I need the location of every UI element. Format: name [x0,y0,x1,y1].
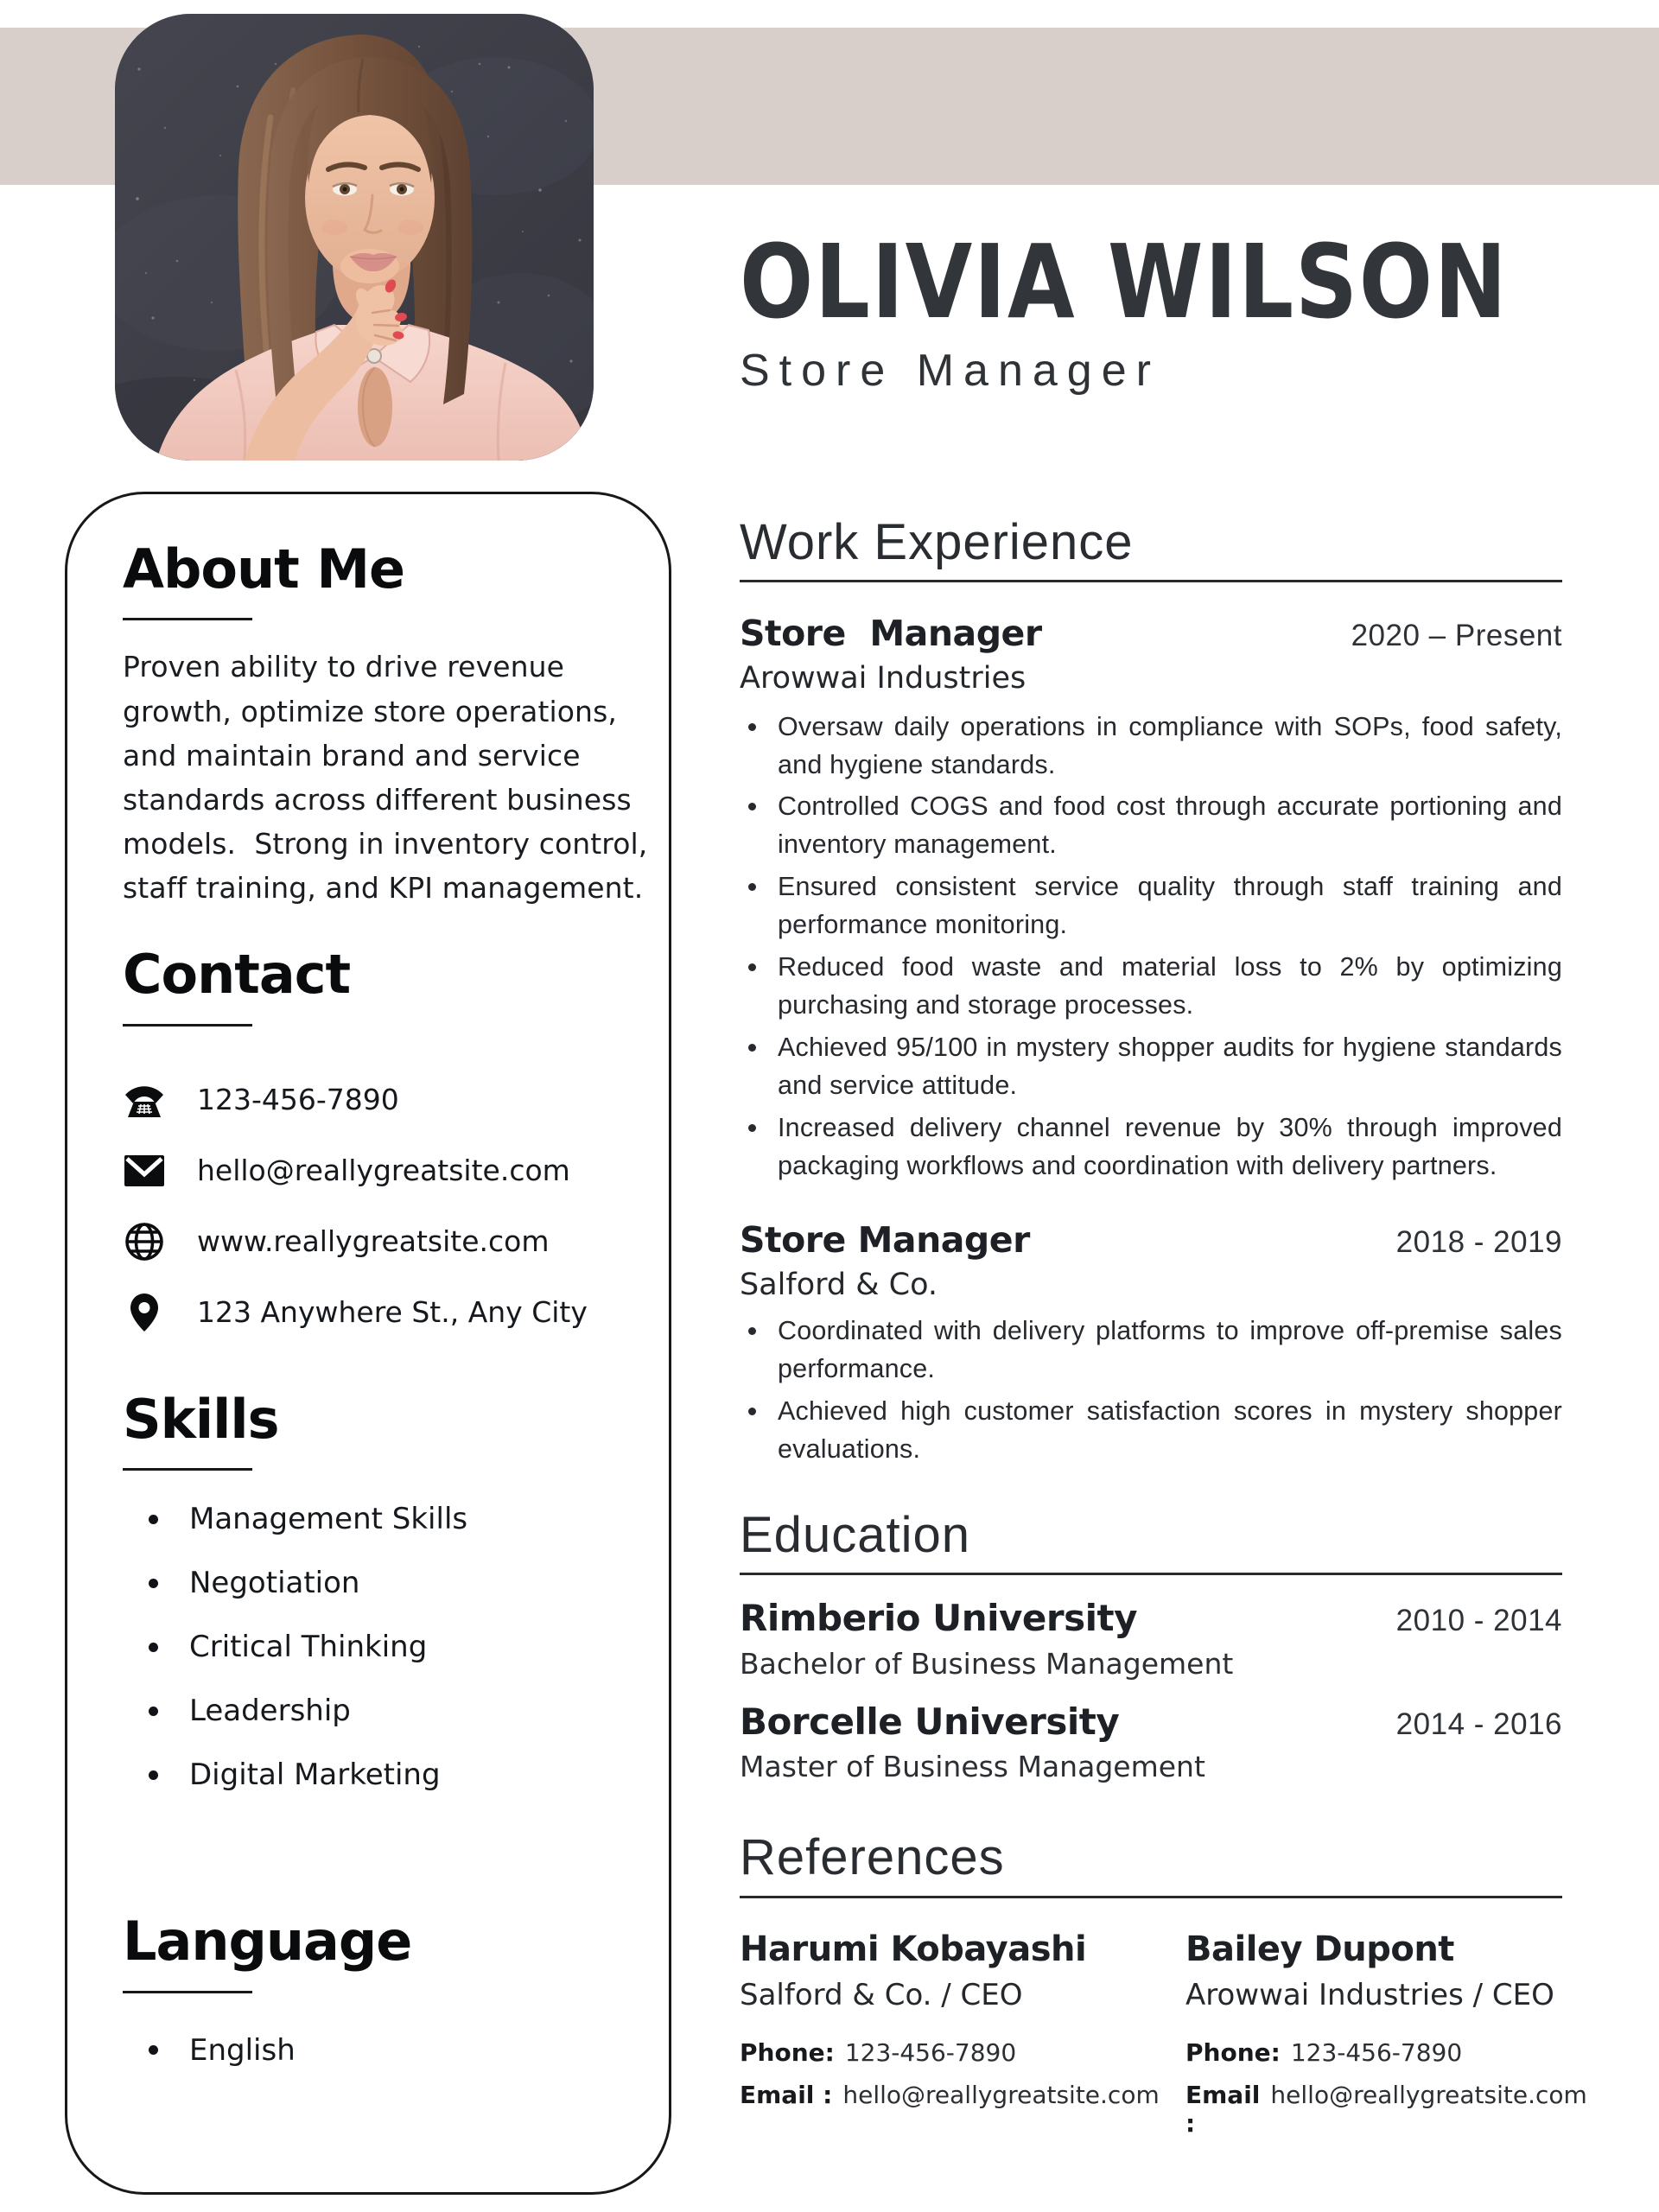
education-entry-header [740,1598,1562,1639]
phone-label: Phone: [740,2038,835,2068]
phone-value: 123-456-7890 [844,2038,1017,2068]
contact-item-phone [123,1078,648,1122]
language-item [123,2031,648,2069]
bullet-text: Oversaw daily operations in compliance with SOPs, food safety, and hygiene standards. [778,711,1562,779]
contact-phone-text: 123-456-7890 [197,1083,399,1117]
mail-icon [123,1149,166,1192]
school-name: Rimberio University [740,1597,1137,1640]
email-value: hello@reallygreatsite.com [842,2081,1160,2110]
reference-name: Harumi Kobayashi [740,1929,1087,1969]
reference-phone-line [740,2038,1185,2067]
job-bullet [740,788,1562,864]
school-name: Borcelle University [740,1700,1120,1744]
job-company: Arowwai Industries [740,661,1027,696]
contact-divider [123,1024,252,1027]
skill-item [123,1628,648,1666]
job-header [740,613,1562,654]
work-experience-divider [740,580,1562,582]
reference-card [1185,1929,1587,2139]
skills-heading: Skills [123,1387,279,1451]
phone-label: Phone: [1185,2038,1281,2068]
phone-value: 123-456-7890 [1290,2038,1463,2068]
contact-email-text: hello@reallygreatsite.com [197,1154,570,1188]
bullet-dot [149,1515,158,1524]
bullet-dot [149,1579,158,1588]
reference-role: Arowwai Industries / CEO [1185,1977,1554,2012]
bullet-dot [740,1393,778,1469]
job-bullet [740,1029,1562,1105]
contact-list [123,1078,648,1334]
contact-heading: Contact [123,943,351,1007]
skill-item [123,1692,648,1730]
language-text: English [189,2032,296,2068]
reference-phone-line [1185,2038,1587,2067]
references-section [740,1828,1587,2139]
references-divider [740,1896,1562,1898]
contact-item-email [123,1149,648,1192]
education-section [740,1507,1562,1784]
skills-divider [123,1468,252,1471]
profile-photo [115,14,594,461]
skill-text: Critical Thinking [189,1630,428,1665]
person-name: OLIVIA WILSON [740,222,1509,341]
work-experience-section [740,514,1562,1469]
bullet-dot [740,1029,778,1105]
bullet-dot [149,1707,158,1716]
bullet-dot [740,949,778,1025]
job-bullet-list [740,1313,1562,1469]
bullet-dot [740,709,778,785]
about-divider [123,618,252,620]
bullet-dot [149,1643,158,1652]
about-text: Proven ability to drive revenue growth, optimize store operations, and maintain brand and service standards across different business models. Strong in inventory control, staff training, and KPI management. [123,650,657,906]
skill-item [123,1756,648,1794]
profile-photo-illustration [115,14,594,461]
bullet-dot [740,788,778,864]
job-bullet-list [740,709,1562,1185]
contact-item-website [123,1220,648,1263]
job-title: Store Manager [740,1218,1030,1261]
bullet-dot [740,1313,778,1389]
skill-item [123,1500,648,1538]
bullet-text: Ensured consistent service quality through staff training and performance monitoring. [778,872,1562,940]
bullet-text: Achieved high customer satisfaction scores in mystery shopper evaluations. [778,1395,1562,1464]
location-icon [123,1291,166,1334]
skill-text: Negotiation [189,1566,360,1601]
school-degree: Master of Business Management [740,1750,1205,1784]
education-divider [740,1573,1562,1575]
job-header [740,1220,1562,1261]
work-experience-heading: Work Experience [740,513,1134,570]
language-heading: Language [123,1910,412,1974]
bullet-text: Controlled COGS and food cost through accurate portioning and inventory management. [778,791,1562,860]
sidebar-box [65,492,671,2195]
reference-name: Bailey Dupont [1185,1929,1454,1969]
email-label: Email : [740,2081,833,2110]
reference-email-line [1185,2081,1587,2138]
bullet-text: Achieved 95/100 in mystery shopper audits for hygiene standards and service attitude. [778,1032,1562,1100]
job-bullet [740,949,1562,1025]
reference-card [740,1929,1185,2139]
contact-address-text: 123 Anywhere St., Any City [197,1295,588,1330]
education-heading: Education [740,1506,970,1563]
school-dates: 2014 - 2016 [1395,1707,1562,1742]
bullet-dot [740,868,778,944]
skills-list [123,1500,648,1794]
about-heading: About Me [123,537,405,601]
phone-icon [123,1078,166,1122]
job-company: Salford & Co. [740,1267,938,1302]
person-job-title: Store Manager [740,345,1160,396]
job-bullet [740,1109,1562,1185]
bullet-text: Increased delivery channel revenue by 30% through improved packaging workflows and coordination with delivery partners. [778,1112,1562,1180]
reference-email-line [740,2081,1185,2109]
job-bullet [740,709,1562,785]
contact-item-address [123,1291,648,1334]
bullet-dot [149,2045,158,2055]
job-dates: 2018 - 2019 [1395,1224,1562,1259]
education-entry-header [740,1701,1562,1743]
school-dates: 2010 - 2014 [1395,1604,1562,1638]
skill-item [123,1564,648,1602]
globe-icon [123,1220,166,1263]
bullet-text: Coordinated with delivery platforms to improve off-premise sales performance. [778,1315,1562,1383]
contact-website-text: www.reallygreatsite.com [197,1224,550,1259]
references-grid [740,1929,1587,2139]
email-value: hello@reallygreatsite.com [1270,2081,1587,2110]
language-list [123,2031,648,2069]
bullet-text: Reduced food waste and material loss to 2% by optimizing purchasing and storage processes. [778,952,1562,1020]
skill-text: Leadership [189,1694,351,1729]
skill-text: Digital Marketing [189,1758,441,1793]
job-title: Store Manager [740,613,1042,655]
reference-role: Salford & Co. / CEO [740,1977,1023,2012]
language-divider [123,1991,252,1993]
job-bullet [740,1393,1562,1469]
main-column [740,222,1587,2139]
email-label: Email : [1185,2081,1261,2139]
school-degree: Bachelor of Business Management [740,1646,1234,1681]
bullet-dot [740,1109,778,1185]
bullet-dot [149,1770,158,1780]
skill-text: Management Skills [189,1502,468,1537]
job-bullet [740,868,1562,944]
job-dates: 2020 – Present [1351,619,1562,653]
job-bullet [740,1313,1562,1389]
references-heading: References [740,1828,1005,1885]
